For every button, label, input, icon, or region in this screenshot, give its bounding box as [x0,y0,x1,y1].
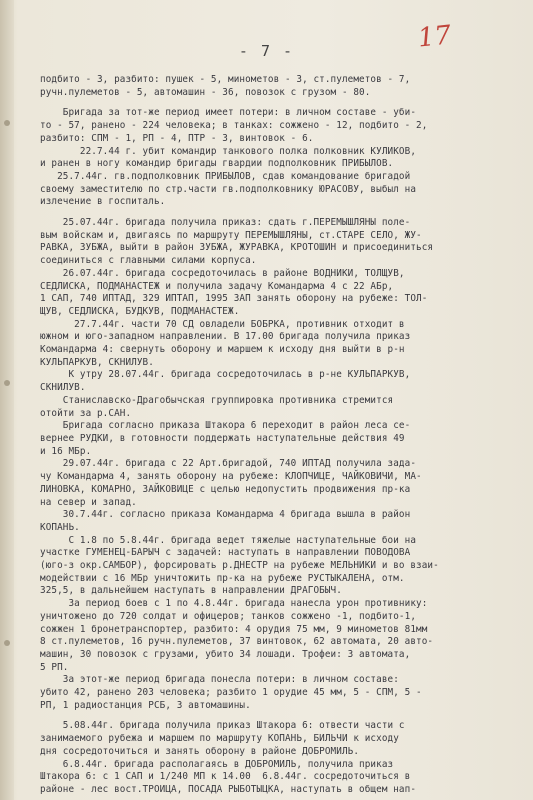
text-line: занимаемого рубежа и маршем по маршруту КОПАНЬ, БИЛЬЧИ к исходу [40,733,399,745]
text-line: вернее РУДКИ, в готовности поддержать наступательные действия 49 [40,432,405,444]
text-line: К утру 28.07.44г. бригада сосредоточилась в р-не КУЛЬПАРКУВ, [40,369,411,381]
text-line: Бригада за тот-же период имеет потери: в личном составе - уби- [40,107,417,119]
text-line: чу Командарма 4, занять оборону на рубеже: КЛОПЧИЦЕ, ЧАЙКОВИЧИ, МА- [40,471,422,483]
text-line: 325,5, в дальнейшем наступать в направлении ДРАГОБЫЧ. [40,585,342,597]
text-line: соединиться с главными силами корпуса. [40,255,257,267]
text-line: Командарма 4: свернуть оборону и маршем к исходу дня выйти в р-н [40,344,405,356]
text-line: ЩУВ, СЕДЛИСКА, БУДКУВ, ПОДМАНАСТЕЖ. [40,305,240,317]
handwritten-folio-number: 17 [416,20,453,54]
text-line: сожжен 1 бронетранспортер, разбито: 4 орудия 75 мм, 9 минометов 81мм [40,623,428,635]
binding-hole [4,120,10,126]
text-line: 5 РП. [40,661,69,673]
text-line: Бригада согласно приказа Штакора 6 переходит в район леса се- [40,420,411,432]
text-line: 5.08.44г. бригада получила приказ Штакора 6: отвести части с [40,720,405,732]
text-line: 25.7.44г. гв.подполковник ПРИБЫЛОВ, сдав командование бригадой [40,170,411,182]
text-line: СЕДЛИСКА, ПОДМАНАСТЕЖ и получила задачу Командарма 4 с 22 АБр, [40,280,394,292]
text-line: 30.7.44г. согласно приказа Командарма 4 бригада вышла в район [40,509,411,521]
text-line: С 1.8 по 5.8.44г. бригада ведет тяжелые наступательные бои на [40,534,417,546]
text-line: районе - лес вост.ТРОИЦА, ПОСАДА РЫБОТЫЦКА, наступать в общем нап- [40,783,417,795]
text-line: (юго-з окр.САМБОР), форсировать р.ДНЕСТР на рубеже МЕЛЬНИКИ и во взаи- [40,560,439,572]
text-line: подбито - 3, разбито: пушек - 5, минометов - 3, ст.пулеметов - 7, [40,74,411,85]
text-line: КОПАНЬ. [40,521,80,533]
text-line: 29.07.44г. бригада с 22 Арт.бригадой, 740 ИПТАД получила зада- [40,458,417,470]
text-line: южном и юго-западном направлении. В 17.00 бригада получила приказ [40,331,411,343]
text-line [40,712,520,720]
text-line: вым войскам и, двигаясь по маршруту ПЕРЕМЫШЛЯНЫ, ст.СТАРЕ СЕЛО, ЖУ- [40,229,422,241]
text-line: ЛИНОВКА, КОМАРНО, ЗАЙКОВИЦЕ с целью недопустить продвижения пр-ка [40,483,411,495]
text-line: уничтожено до 720 солдат и офицеров; танков сожжено -1, подбито-1, [40,610,417,622]
binding-hole [4,640,10,646]
text-line: 1 САП, 740 ИПТАД, 329 ИПТАП, 1995 ЗАП занять оборону на рубеже: ТОЛ- [40,293,428,305]
text-line: и ранен в ногу командир бригады гвардии подполковник ПРИБЫЛОВ. [40,158,394,170]
text-line: За период боев с 1 по 4.8.44г. бригада нанесла урон противнику: [40,598,428,610]
text-line: 8 ст.пулеметов, 16 ручн.пулеметов, 37 винтовок, 62 автомата, 20 авто- [40,636,434,648]
text-line: 27.7.44г. части 70 СД овладели БОБРКА, противник отходит в [40,318,405,330]
text-line: разбито: СПМ - 1, РП - 4, ПТР - 3, винтовок - 6. [40,132,314,144]
text-line: СКНИЛУВ. [40,382,86,394]
text-line: модействии с 16 МБр уничтожить пр-ка на рубеже РУСТЫКАЛЕНА, отм. [40,572,405,584]
text-line: дня сосредоточиться и занять оборону в районе ДОБРОМИЛЬ. [40,745,360,757]
text-line: машин, 30 повозок с грузами, убито 34 лошади. Трофеи: 3 автомата, [40,648,411,660]
text-line: убито 42, ранено 203 человека; разбито 1 орудие 45 мм, 5 - СПМ, 5 - [40,687,422,699]
text-line: 25.07.44г. бригада получила приказ: сдать г.ПЕРЕМЫШЛЯНЫ поле- [40,217,411,229]
page-number: - 7 - [238,42,295,60]
text-line [40,209,520,217]
text-line: КУЛЬПАРКУВ, СКНИЛУВ. [40,356,154,368]
text-line: отойти за р.САН. [40,407,132,419]
text-line: своему заместителю по стр.части гв.подполковнику ЮРАСОВУ, выбыл на [40,183,417,195]
text-line: участке ГУМЕНЕЦ-БАРЫЧ с задачей: наступать в направлении ПОВОДОВА [40,547,411,559]
text-line: РП, 1 радиостанция РСБ, 3 автомашины. [40,699,251,711]
text-line: ручн.пулеметов - 5, автомашин - 36, повозок с грузом - 80. [40,86,371,98]
text-line: 22.7.44 г. убит командир танкового полка полковник КУЛИКОВ, [40,145,417,157]
text-line: то - 57, ранено - 224 человека; в танках: сожжено - 12, подбито - 2, [40,120,428,132]
text-line: 26.07.44г. бригада сосредоточилась в районе ВОДНИКИ, ТОЛЩУВ, [40,267,405,279]
text-line: излечение в госпиталь. [40,196,166,208]
text-line: Станиславско-Драгобычская группировка противника стремится [40,394,394,406]
text-line: и 16 МБр. [40,445,92,457]
text-line: на север и запад. [40,496,137,508]
binding-hole [4,380,10,386]
text-line [40,99,520,107]
text-line: За этот-же период бригада понесла потери: в личном составе: [40,674,399,686]
text-line: РАВКА, ЗУБЖА, выйти в район ЗУБЖА, ЖУРАВКА, КРОТОШИН и присоединиться [40,242,434,254]
binding-edge [0,0,14,800]
text-line: 6.8.44г. бригада располагаясь в ДОБРОМИЛЬ, получила приказ [40,758,394,770]
text-line: Штакора 6: с 1 САП и 1/240 МП к 14.00 6.8.44г. сосредоточиться в [40,771,411,783]
document-body [40,74,520,797]
